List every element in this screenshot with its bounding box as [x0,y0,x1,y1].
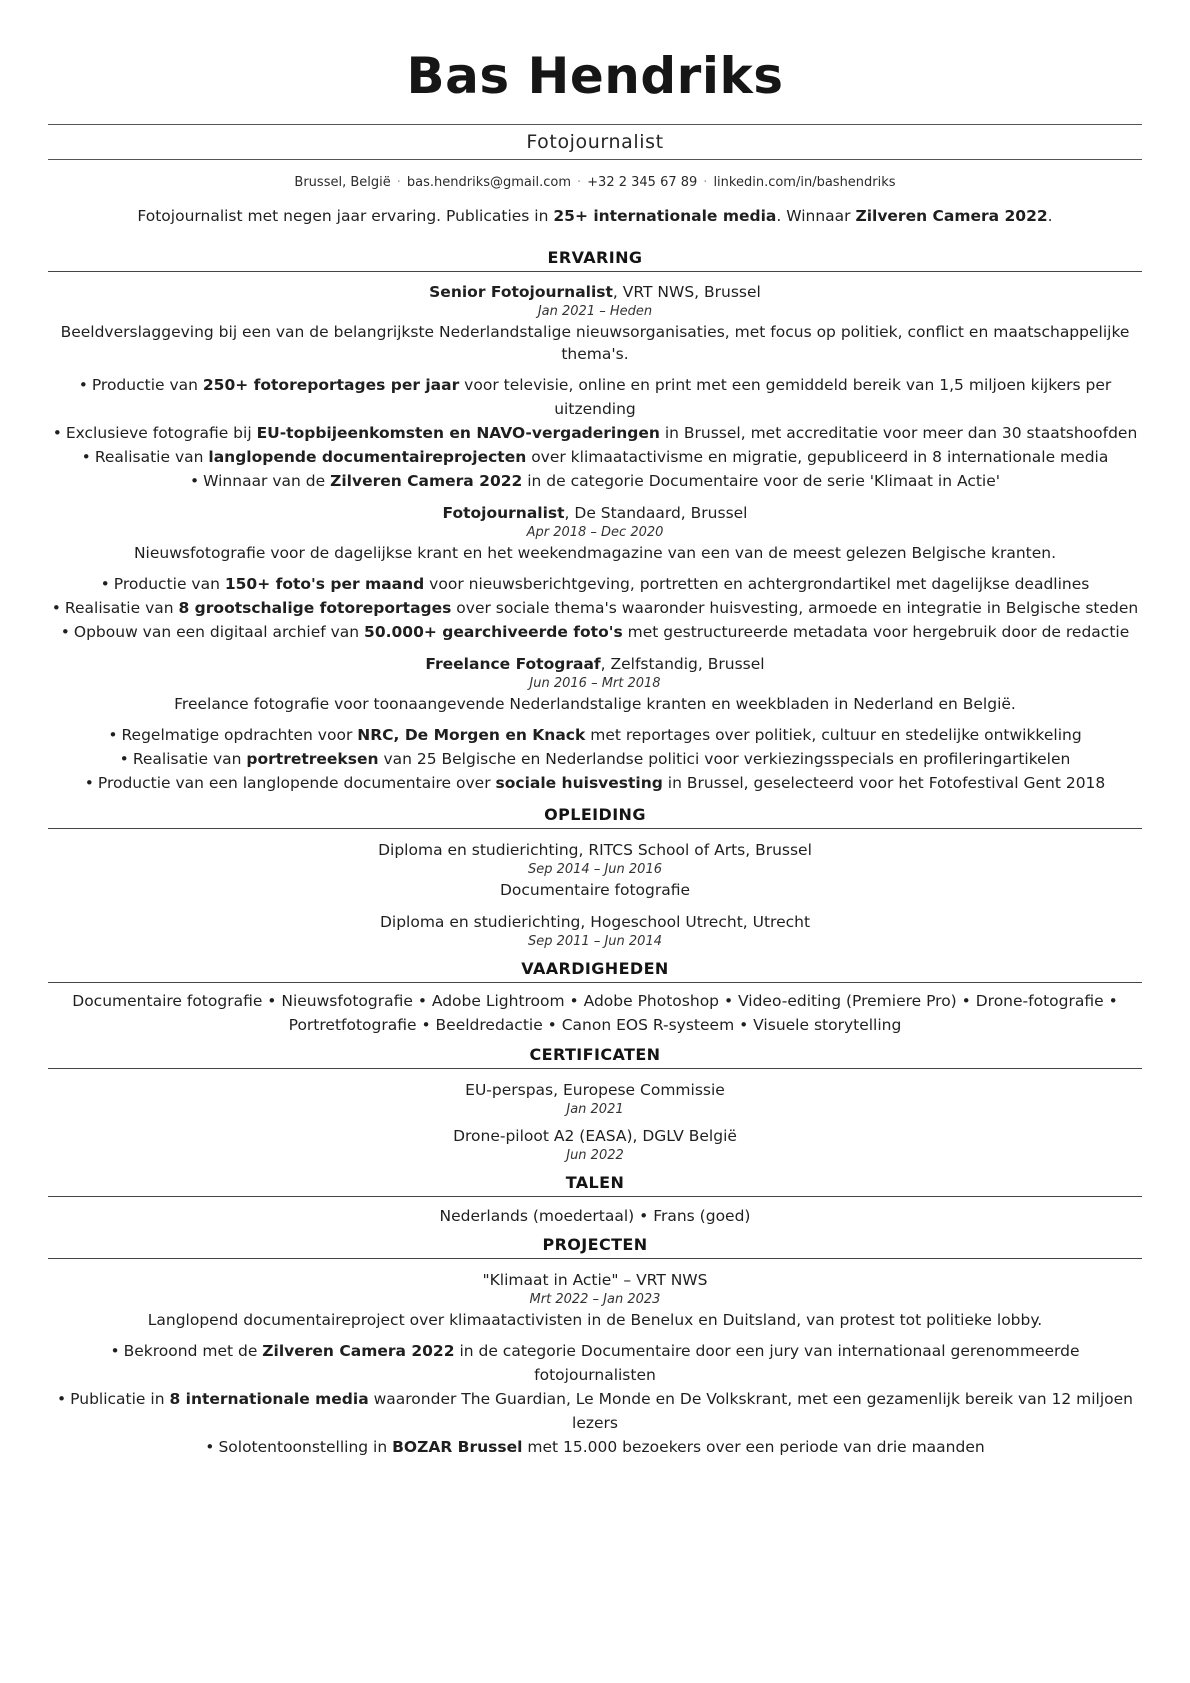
experience-item [48,282,1142,493]
section-title-education: OPLEIDING [48,805,1142,829]
linkedin-link[interactable]: linkedin.com/in/bashendriks [713,175,896,190]
text-segment: Regelmatige opdrachten voor [121,726,358,744]
bullet-item [48,1435,1142,1459]
text-segment: met gestructureerde metadata voor hergebruik door de redactie [622,623,1130,641]
job-role: Senior Fotojournalist [429,283,613,301]
job-description: Nieuwsfotografie voor de dagelijkse krant en het weekendmagazine van een van de meest gelezen Belgische kranten. [133,544,1057,562]
job-heading [48,654,1142,675]
bullet-marker: • [52,424,62,442]
contact-line [48,174,1142,192]
bullet-item [48,1387,1142,1435]
highlight-text: 25+ internationale media [553,207,777,225]
bullet-item [48,572,1142,596]
job-heading [48,503,1142,524]
text-segment: Realisatie van [132,750,247,768]
bullet-item [48,469,1142,493]
job-role: Freelance Fotograaf [425,655,601,673]
text-segment: in Brussel, geselecteerd voor het Fotofestival Gent 2018 [662,774,1106,792]
bullet-marker: • [57,1390,67,1408]
summary [48,206,1142,226]
highlight-text: 150+ foto's per maand [224,575,425,593]
separator: · [577,175,582,190]
highlight-text: NRC, De Morgen en Knack [357,726,586,744]
highlight-text: Zilveren Camera 2022 [855,207,1048,225]
bullet-item [48,747,1142,771]
candidate-name: Bas Hendriks [406,47,784,105]
skills-line: Portretfotografie • Beeldredactie • Canon EOS R-systeem • Visuele storytelling [288,1016,902,1034]
education-field: Documentaire fotografie [499,881,691,899]
project-item [48,1269,1142,1459]
skills-line: Documentaire fotografie • Nieuwsfotografie • Adobe Lightroom • Adobe Photoshop • Video-editing (Premiere Pro) • Drone-fotografie • [72,992,1118,1010]
text-segment: Fotojournalist met negen jaar ervaring. Publicaties in [137,207,554,225]
bullet-marker: • [84,774,94,792]
bullet-marker: • [119,750,129,768]
bullet-marker: • [110,1342,120,1360]
job-bullets [48,723,1142,795]
experience-item [48,503,1142,644]
text-segment: in de categorie Documentaire voor de serie 'Klimaat in Actie' [522,472,1001,490]
education-item [48,839,1142,901]
text-segment: . [1047,207,1053,225]
highlight-text: 250+ fotoreportages per jaar [202,376,460,394]
text-segment: . Winnaar [776,207,856,225]
highlight-text: langlopende documentaireprojecten [208,448,527,466]
highlight-text: Zilveren Camera 2022 [330,472,523,490]
section-title-certificates: CERTIFICATEN [48,1045,1142,1069]
job-employer: , VRT NWS, Brussel [612,283,761,301]
section-title-projects: PROJECTEN [48,1235,1142,1259]
project-bullets [48,1339,1142,1459]
education-dates: Sep 2011 – Jun 2014 [527,934,662,949]
text-segment: met reportages over politiek, cultuur en stedelijke ontwikkeling [585,726,1082,744]
text-segment: Publicatie in [70,1390,170,1408]
bullet-item [48,1339,1142,1387]
education-degree: Diploma en studierichting, RITCS School of Arts, Brussel [378,841,812,859]
languages-list: Nederlands (moedertaal) • Frans (goed) [439,1207,751,1225]
text-segment: over sociale thema's waaronder huisvesting, armoede en integratie in Belgische steden [451,599,1139,617]
job-dates: Apr 2018 – Dec 2020 [526,525,664,540]
highlight-text: Zilveren Camera 2022 [262,1342,455,1360]
text-segment: Productie van een langlopende documentaire over [97,774,496,792]
text-segment: voor nieuwsberichtgeving, portretten en achtergrondartikel met dagelijkse deadlines [424,575,1090,593]
bullet-marker: • [189,472,200,490]
bullet-item [48,596,1142,620]
job-description: Freelance fotografie voor toonaangevende Nederlandstalige kranten en weekbladen in Nederland en België. [174,695,1016,713]
text-segment: Solotentoonstelling in [218,1438,393,1456]
text-segment: Bekroond met de [123,1342,263,1360]
bullet-marker: • [108,726,118,744]
job-description: Beeldverslaggeving bij een van de belangrijkste Nederlandstalige nieuwsorganisaties, met focus op politiek, conflict en maatschappelijke thema's. [60,323,1130,363]
certificate-item [48,1079,1142,1119]
job-employer: , De Standaard, Brussel [564,504,748,522]
text-segment: Productie van [113,575,225,593]
text-segment: Realisatie van [94,448,209,466]
section-title-languages: TALEN [48,1173,1142,1197]
bullet-marker: • [51,599,61,617]
project-title: "Klimaat in Actie" – VRT NWS [482,1271,708,1289]
text-segment: in de categorie Documentaire door een jury van internationaal gerenommeerde fotojournalisten [454,1342,1080,1384]
highlight-text: sociale huisvesting [495,774,663,792]
phone: +32 2 345 67 89 [587,175,698,190]
job-title: Fotojournalist [48,124,1142,160]
text-segment: in Brussel, met accreditatie voor meer dan 30 staatshoofden [659,424,1138,442]
highlight-text: 50.000+ gearchiveerde foto's [364,623,623,641]
text-segment: voor televisie, online en print met een gemiddeld bereik van 1,5 miljoen kijkers per uitzending [459,376,1112,418]
project-description: Langlopend documentaireproject over klimaatactivisten in de Benelux en Duitsland, van protest tot politieke lobby. [147,1311,1043,1329]
bullet-item [48,373,1142,421]
experience-item [48,654,1142,795]
text-segment: Exclusieve fotografie bij [65,424,257,442]
separator: · [703,175,708,190]
text-segment: Realisatie van [64,599,179,617]
bullet-item [48,445,1142,469]
certificate-date: Jan 2021 [566,1102,624,1117]
text-segment: over klimaatactivisme en migratie, gepubliceerd in 8 internationale media [526,448,1109,466]
certificate-name: Drone-piloot A2 (EASA), DGLV België [453,1127,737,1145]
section-title-experience: ERVARING [48,248,1142,272]
job-bullets [48,572,1142,644]
skills-list [48,989,1142,1037]
text-segment: met 15.000 bezoekers over een periode van drie maanden [522,1438,985,1456]
highlight-text: BOZAR Brussel [392,1438,523,1456]
text-segment: van 25 Belgische en Nederlandse politici voor verkiezingsspecials en profileringartikelen [378,750,1071,768]
text-segment: Productie van [91,376,203,394]
job-employer: , Zelfstandig, Brussel [600,655,765,673]
highlight-text: EU-topbijeenkomsten en NAVO-vergaderingen [256,424,660,442]
education-degree: Diploma en studierichting, Hogeschool Utrecht, Utrecht [379,913,811,931]
separator: · [396,175,401,190]
text-segment: Opbouw van een digitaal archief van [73,623,365,641]
job-role: Fotojournalist [442,504,565,522]
bullet-marker: • [60,623,70,641]
bullet-item [48,771,1142,795]
bullet-marker: • [81,448,91,466]
certificate-name: EU-perspas, Europese Commissie [465,1081,725,1099]
job-dates: Jan 2021 – Heden [537,304,653,319]
education-dates: Sep 2014 – Jun 2016 [527,862,662,877]
bullet-marker: • [100,575,110,593]
email-link[interactable]: bas.hendriks@gmail.com [406,175,572,190]
location: Brussel, België [294,175,391,190]
education-item [48,911,1142,951]
job-bullets [48,373,1142,493]
bullet-marker: • [205,1438,215,1456]
bullet-marker: • [78,376,88,394]
bullet-item [48,421,1142,445]
project-dates: Mrt 2022 – Jan 2023 [529,1292,661,1307]
certificate-date: Jun 2022 [566,1148,624,1163]
text-segment: waaronder The Guardian, Le Monde en De Volkskrant, met een gezamenlijk bereik van 12 miljoen lezers [368,1390,1133,1432]
section-title-skills: VAARDIGHEDEN [48,959,1142,983]
bullet-item [48,723,1142,747]
job-dates: Jun 2016 – Mrt 2018 [529,676,661,691]
certificate-item [48,1125,1142,1165]
bullet-item [48,620,1142,644]
job-heading [48,282,1142,303]
highlight-text: 8 grootschalige fotoreportages [178,599,452,617]
highlight-text: 8 internationale media [169,1390,369,1408]
text-segment: Winnaar van de [203,472,331,490]
highlight-text: portretreeksen [246,750,379,768]
